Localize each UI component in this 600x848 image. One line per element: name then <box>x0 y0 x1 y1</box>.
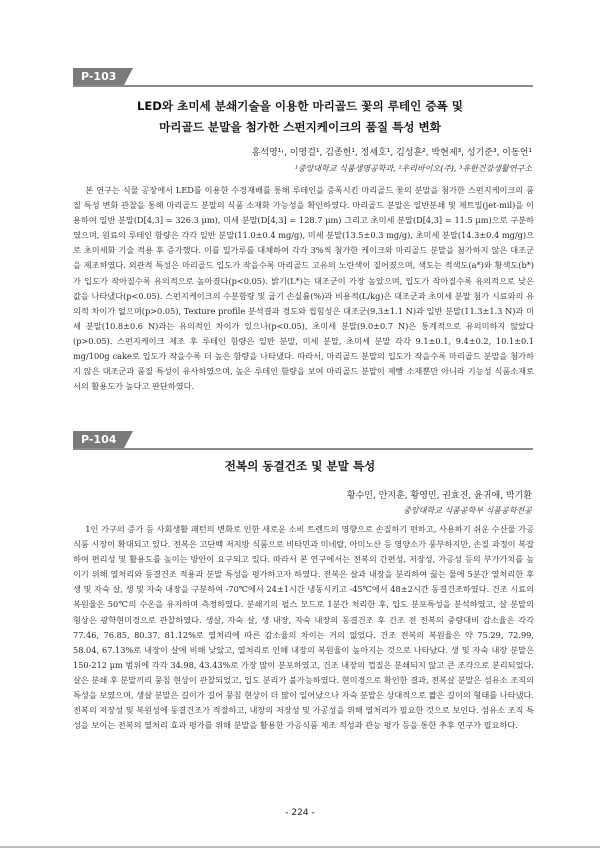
author-list: 홍석영¹˒, 이영걸¹, 김종헌¹, 정세호¹, 김성훈², 박현제³, 성기준³, 이동언¹ <box>251 148 532 158</box>
title-line: 마리골드 분말을 첨가한 스펀지케이크의 품질 특성 변화 <box>159 120 441 134</box>
section-divider <box>73 85 533 87</box>
title-line: 전복의 동결건조 및 분말 특성 <box>224 459 376 473</box>
page-number: - 224 - <box>285 808 315 818</box>
abstract <box>73 522 534 733</box>
paper-title <box>60 456 540 477</box>
paper-tag: P-103 <box>73 68 124 85</box>
author-list: 황수민, 안지훈, 황영민, 권효진, 윤귀애, 박기환 <box>346 491 532 501</box>
paper-tag: P-104 <box>73 431 124 448</box>
paper-title <box>60 96 540 138</box>
abstract-paragraph: 1인 가구의 증가 등 사회생활 패턴의 변화로 인한 새로운 소비 트렌드의 영향으로 손질하기 편하고, 사용하기 쉬운 수산물 가공식품 시장이 확대되고 있다. 전복은 고단백 저지방 식품으로 비타민과 미네랄, 아미노산 등 영양소가 풍부하지만, 손질 과정이 복잡하여 편리성 및 활용도를 높이는 방안이 요구되고 있다. 따라서 본 연구에서는 전복의 간편성, 저장성, 가공성 등의 부가가치를 높이기 위해 열처리와 동결건조 적용과 분말 특성을 평가하고자 하였다. 전복은 살과 내장을 분리하여 끓는 물에 5분간 열처리한 후 생 및 자숙 살, 생 및 자숙 내장을 구분하여 -70℃에서 24±1시간 냉동시키고 -45℃에서 48±2시간 동결건조하였다. 건조 시료의 복원율은 50℃의 수온을 유지하며 측정하였다. 분쇄기의 펄스 모드로 1분간 처리한 후, 입도 분포특성을 분석하였고, 살 분말의 형상은 광학현미경으로 관찰하였다. 생살, 자숙 살, 생 내장, 자숙 내장의 동결건조 후 건조 전 전복의 중량대비 감소율은 각각 77.46, 76.85, 80.37, 81.12%로 열처리에 따른 감소율의 차이는 거의 없었다. 건조 전복의 복원율은 약 75.29, 72.99, 58.04, 67.13%로 내장이 살에 비해 낮았고, 열처리로 인해 내장의 복원율이 높아지는 것으로 나타났다. 생 및 자숙 내장 분말은 150-212 μm 범위에 각각 34.98, 43.43%로 가장 많이 분포하였고, 건조 내장의 껍질은 분쇄되지 않고 큰 조각으로 분리되었다. 살은 분쇄 후 분말끼리 뭉침 현상이 관찰되었고, 입도 분리가 불가능하였다. 현미경으로 확인한 결과, 전복살 분말은 섬유소 조직의 특성을 보였으며, 생살 분말은 길이가 길어 뭉침 현상이 더 많이 일어났으나 자숙 분말은 상대적으로 짧은 길이의 형태를 나타냈다. 전복의 저장성 및 복원성에 동결건조가 적절하고, 내장의 저장성 및 가공성을 위해 열처리가 필요한 것으로 보인다. 섬유소 조직 특성을 보이는 전복의 열처리 효과 평가를 위해 분말을 활용한 가공식품 제조 적성과 관능 평가 등을 통한 추후 연구가 필요하다. <box>73 524 534 731</box>
abstract <box>73 183 534 394</box>
affiliation: 중앙대학교 식품공학부 식품공학전공 <box>403 506 532 515</box>
title-line: LED와 초미세 분쇄기술을 이용한 마리골드 꽃의 루테인 증폭 및 <box>136 99 463 113</box>
abstract-paragraph: 본 연구는 식물 공장에서 LED를 이용한 수경재배를 통해 루테인을 증폭시킨 마리골드 꽃의 분말을 첨가한 스펀지케이크의 품질 특성 변화 관찰을 통해 마리골드 분말의 식품 소재화 가능성을 확인하였다. 마리골드 분말은 일반분쇄 및 제트밀(jet-mil)을 이용하여 일반 분말(D[4,3] = 326.3 μm), 미세 분말(D[4,3] = 128.7 μm) 그리고 초미세 분말(D[4,3] = 11.5 μm)으로 구분하였으며, 원료의 루테인 함량은 각각 일반 분말(11.0±0.4 mg/g), 미세 분말(13.5±0.3 mg/g), 초미세 분말(14.3±0.4 mg/g)으로 초미세화 기술 적용 후 증가했다. 이를 밀가루를 대체하여 각각 3%씩 첨가한 케이크와 마리골드 분말을 첨가하지 않은 대조군을 제조하였다. 외관적 특성은 마리골드 입도가 작을수록 마리골드 고유의 노란색이 짙어졌으며, 색도는 적색도(a*)와 황색도(b*)가 입도가 작아질수록 유의적으로 높아졌다(p<0.05). 밝기(L*)는 대조군이 가장 높았으며, 입도가 작아질수록 유의적으로 낮은 값을 나타냈다(p<0.05). 스펀지케이크의 수분함량 및 굽기 손실률(%)과 비용적(L/kg)은 대조군과 초미세 분말 첨가 시료와의 유의적 차이가 없으며(p>0.05), Texture profile 분석결과 경도와 씹힘성은 대조군(9.3±1.1 N)과 일반 분말(11.3±1.3 N)과 미세 분말(10.8±0.6 N)과는 유의적인 차이가 있으나(p<0.05), 초미세 분말(9.0±0.7 N)은 통계적으로 유의미하지 않았다(p>0.05). 스펀지케이크 제조 후 루테인 함량은 일반 분말, 미세 분말, 초미세 분말 각각 9.1±0.1, 9.4±0.2, 10.1±0.1 mg/100g cake로 입도가 작을수록 더 높은 함량을 나타냈다. 따라서, 마리골드 분말의 입도가 작을수록 마리골드 분말을 첨가하지 않은 대조군과 품질 특성이 유사하였으며, 높은 루테인 함량을 보여 마리골드 분말이 제빵 소재뿐만 아니라 기능성 식품소재로서의 활용도가 높다고 판단하였다. <box>73 185 534 392</box>
affiliation: ¹중앙대학교 식품생명공학과, ²우리바이오(주), ³유한건강생활연구소 <box>294 164 532 173</box>
section-divider <box>73 448 533 450</box>
